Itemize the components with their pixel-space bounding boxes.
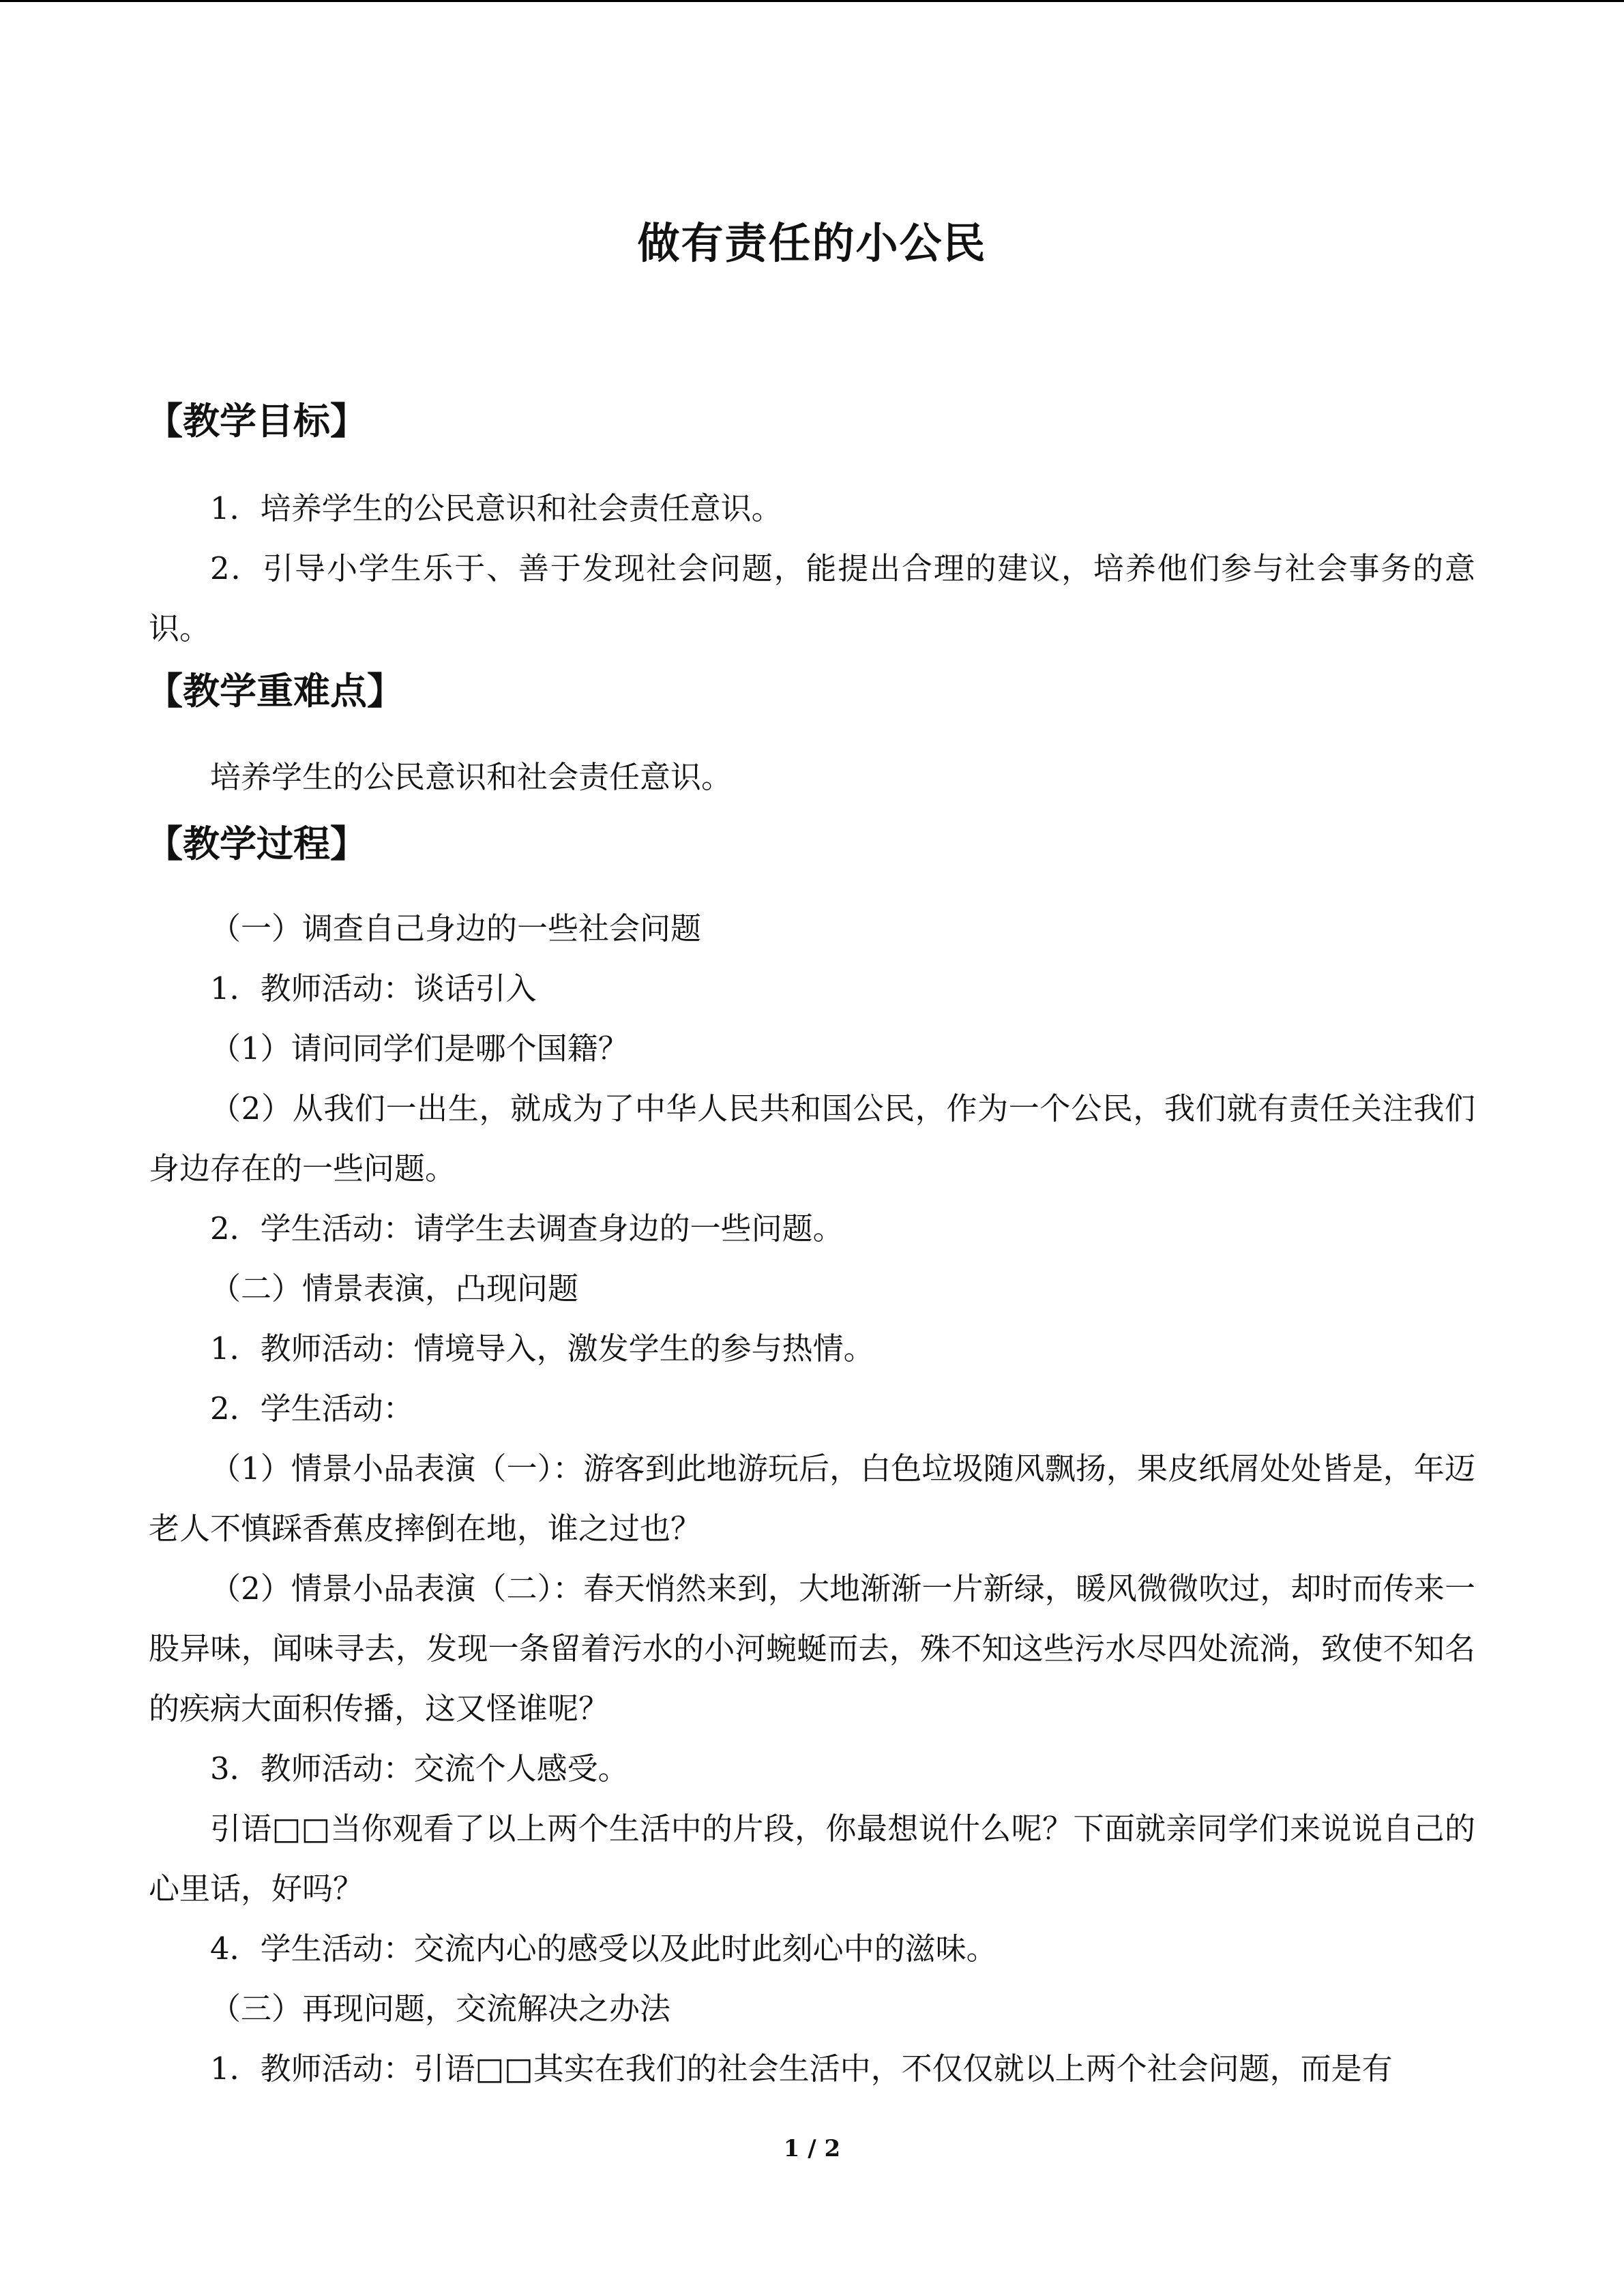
process-line: 2．学生活动：请学生去调查身边的一些问题。 [210, 1210, 844, 1247]
process-line: （二）情景表演，凸现问题 [210, 1270, 579, 1307]
goal-item-1: 1．培养学生的公民意识和社会责任意识。 [210, 490, 782, 526]
key-points-text: 培养学生的公民意识和社会责任意识。 [210, 759, 733, 795]
process-line: 1．教师活动：情境导入，激发学生的参与热情。 [210, 1330, 874, 1367]
process-line: （2）情景小品表演（二）：春天悄然来到，大地渐渐一片新绿，暖风微微吹过，却时而传来一股异味，闻味寻去，发现一条留着污水的小河蜿蜒而去，殊不知这些污水尽四处流淌，致使不知名的疾病大面积传播，这又怪谁呢？ [149, 1570, 1475, 1727]
goal-item-2: 2．引导小学生乐于、善于发现社会问题，能提出合理的建议，培养他们参与社会事务的意识。 [149, 550, 1475, 646]
process-line: （1）请问同学们是哪个国籍？ [210, 1030, 629, 1067]
process-line: 引语□□当你观看了以上两个生活中的片段，你最想说什么呢？下面就亲同学们来说说自己的心里话，好吗？ [149, 1810, 1475, 1907]
process-line: （一）调查自己身边的一些社会问题 [210, 910, 702, 946]
process-line: （1）情景小品表演（一）：游客到此地游玩后，白色垃圾随风飘扬，果皮纸屑处处皆是，年迈老人不慎踩香蕉皮摔倒在地，谁之过也？ [149, 1450, 1475, 1547]
document-title: 做有责任的小公民 [637, 218, 987, 268]
top-border-line [0, 0, 1624, 2]
process-line: 2．学生活动： [210, 1390, 414, 1427]
process-line: （2）从我们一出生，就成为了中华人民共和国公民，作为一个公民，我们就有责任关注我们身边存在的一些问题。 [149, 1090, 1475, 1187]
process-line: （三）再现问题，交流解决之办法 [210, 1991, 671, 2027]
process-line: 1．教师活动：谈话引入 [210, 970, 537, 1007]
page-number: 1 / 2 [783, 2135, 841, 2162]
heading-teaching-goals: 【教学目标】 [146, 400, 367, 443]
process-line: 3．教师活动：交流个人感受。 [210, 1750, 629, 1787]
heading-teaching-process: 【教学过程】 [146, 822, 367, 865]
process-line: 4．学生活动：交流内心的感受以及此时此刻心中的滋味。 [210, 1930, 997, 1967]
heading-key-points: 【教学重难点】 [146, 670, 404, 713]
process-line: 1．教师活动：引语□□其实在我们的社会生活中，不仅仅就以上两个社会问题，而是有 [210, 2051, 1393, 2087]
